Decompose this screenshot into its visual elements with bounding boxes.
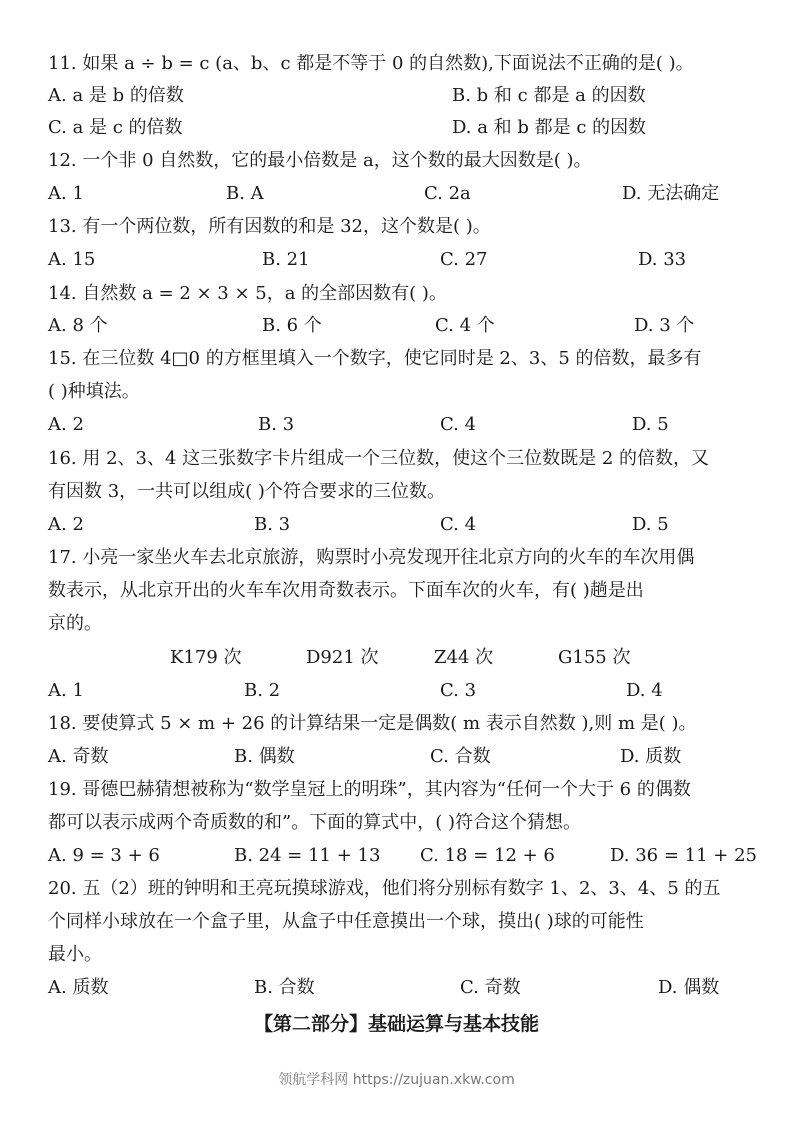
option-b: B. b 和 c 都是 a 的因数: [452, 85, 646, 106]
question-16-line-1: 16. 用 2、3、4 这三张数字卡片组成一个三位数，使这个三位数既是 2 的倍数，又: [48, 448, 710, 469]
option-a: A. 9 = 3 + 6: [48, 845, 160, 866]
train-number: K179 次: [170, 647, 242, 668]
question-11-line-1: 11. 如果 a ÷ b = c (a、b、c 都是不等于 0 的自然数),下面说法不正确的是( )。: [48, 53, 694, 74]
option-a: A. 2: [48, 414, 84, 435]
option-a: A. a 是 b 的倍数: [48, 85, 184, 106]
section-title: 【第二部分】基础运算与基本技能: [253, 1013, 539, 1035]
option-c: C. 2a: [424, 183, 471, 204]
question-17-options: [48, 679, 748, 703]
question-20-options: [48, 976, 748, 1000]
train-number: G155 次: [558, 647, 631, 668]
option-d: D. 无法确定: [622, 183, 720, 204]
option-c: C. 4: [440, 414, 477, 435]
train-number: Z44 次: [434, 647, 494, 668]
option-d: D. 质数: [620, 746, 682, 767]
question-12-options: [48, 182, 748, 206]
option-c: C. 3: [440, 680, 477, 701]
option-c: C. 4: [440, 514, 477, 535]
option-a: A. 质数: [48, 977, 109, 998]
option-d: D. 33: [638, 249, 687, 270]
option-b: B. 偶数: [234, 746, 295, 767]
question-16-options: [48, 513, 748, 537]
option-c: C. a 是 c 的倍数: [48, 117, 183, 138]
question-11-options-row-2: [48, 116, 748, 140]
option-d: D. 5: [632, 514, 669, 535]
option-a: A. 2: [48, 514, 84, 535]
footer-watermark: 领航学科网 https://zujuan.xkw.com: [278, 1072, 515, 1088]
train-number: D921 次: [306, 647, 379, 668]
option-c: C. 27: [440, 249, 488, 270]
option-a: A. 8 个: [48, 315, 108, 336]
option-d: D. 4: [626, 680, 663, 701]
option-c: C. 奇数: [460, 977, 521, 998]
question-20-line-2: 个同样小球放在一个盒子里，从盒子中任意摸出一个球，摸出( )球的可能性: [48, 911, 644, 932]
option-b: B. 6 个: [262, 315, 322, 336]
option-d: D. 偶数: [658, 977, 720, 998]
option-a: A. 奇数: [48, 746, 109, 767]
option-b: B. 24 = 11 + 13: [234, 845, 381, 866]
question-14-options: [48, 314, 748, 338]
train-number-list: [48, 646, 748, 670]
option-b: B. 2: [244, 680, 281, 701]
question-18-options: [48, 745, 748, 769]
question-16-line-2: 有因数 3，一共可以组成( )个符合要求的三位数。: [48, 481, 445, 502]
option-d: D. 5: [632, 414, 669, 435]
question-17-line-3: 京的。: [48, 613, 102, 634]
option-a: A. 1: [48, 183, 84, 204]
option-b: B. 21: [262, 249, 310, 270]
option-b: B. 3: [254, 514, 291, 535]
question-19-line-2: 都可以表示成两个奇质数的和”。下面的算式中，( )符合这个猜想。: [48, 812, 581, 833]
option-a: A. 15: [48, 249, 96, 270]
question-19-options: [48, 844, 757, 868]
option-c: C. 4 个: [435, 315, 495, 336]
option-b: B. A: [226, 183, 264, 204]
option-a: A. 1: [48, 680, 84, 701]
question-20-line-3: 最小。: [48, 944, 102, 965]
question-13-line-1: 13. 有一个两位数，所有因数的和是 32，这个数是( )。: [48, 216, 491, 237]
option-d: D. a 和 b 都是 c 的因数: [452, 117, 647, 138]
option-c: C. 18 = 12 + 6: [420, 845, 555, 866]
question-15-line-2: ( )种填法。: [48, 381, 140, 402]
question-17-line-1: 17. 小亮一家坐火车去北京旅游，购票时小亮发现开往北京方向的火车的车次用偶: [48, 547, 695, 568]
question-20-line-1: 20. 五（2）班的钟明和王亮玩摸球游戏，他们将分别标有数字 1、2、3、4、5 的五: [48, 878, 721, 899]
option-b: B. 3: [258, 414, 295, 435]
question-14-line-1: 14. 自然数 a = 2 × 3 × 5，a 的全部因数有( )。: [48, 283, 447, 304]
question-19-line-1: 19. 哥德巴赫猜想被称为“数学皇冠上的明珠”，其内容为“任何一个大于 6 的偶数: [48, 779, 691, 800]
option-b: B. 合数: [254, 977, 315, 998]
question-11-options-row-1: [48, 84, 748, 108]
question-12-line-1: 12. 一个非 0 自然数，它的最小倍数是 a，这个数的最大因数是( )。: [48, 150, 592, 171]
question-15-line-1: 15. 在三位数 4□0 的方框里填入一个数字，使它同时是 2、3、5 的倍数，最多有: [48, 348, 702, 369]
question-13-options: [48, 248, 748, 272]
question-18-line-1: 18. 要使算式 5 × m + 26 的计算结果一定是偶数( m 表示自然数 ),则 m 是( )。: [48, 713, 697, 734]
question-15-options: [48, 413, 748, 437]
option-d: D. 3 个: [634, 315, 695, 336]
option-d: D. 36 = 11 + 25: [610, 845, 757, 866]
option-c: C. 合数: [430, 746, 491, 767]
question-17-line-2: 数表示，从北京开出的火车车次用奇数表示。下面车次的火车，有( )趟是出: [48, 580, 644, 601]
